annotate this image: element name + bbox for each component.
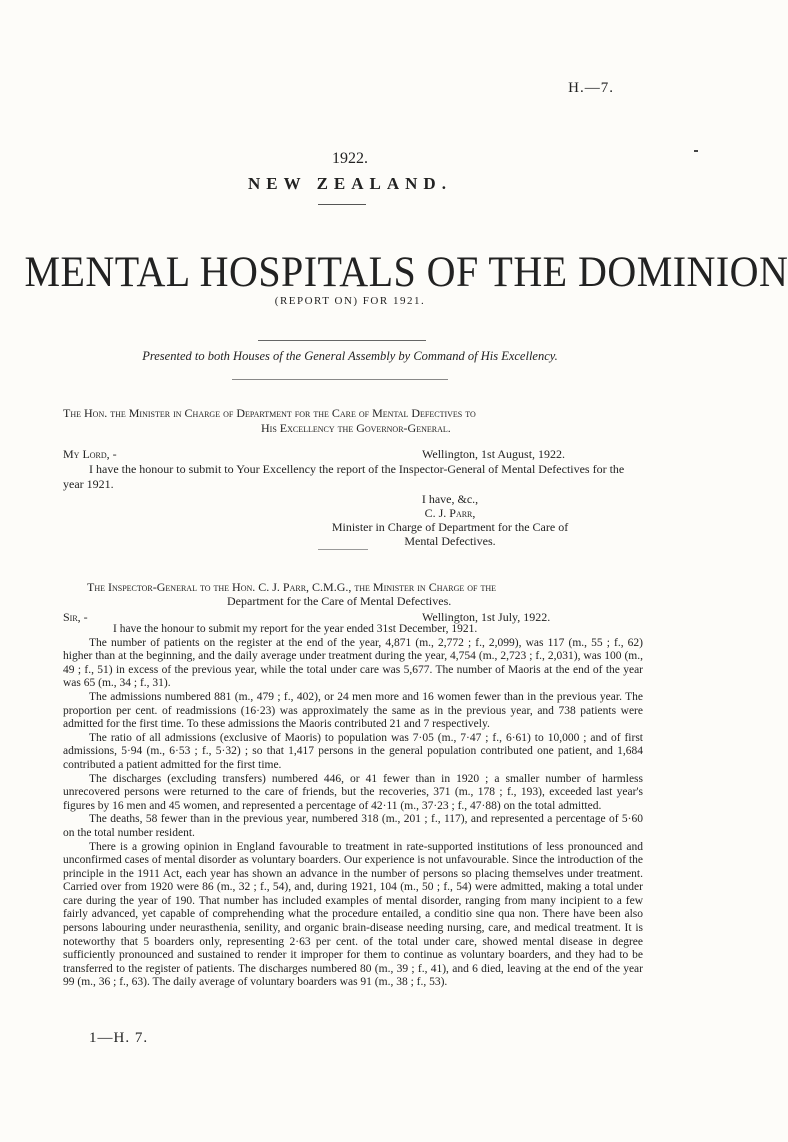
- letter2-paragraph: I have the honour to submit my report for the year ended 31st December, 1921.: [113, 623, 478, 635]
- letter2-paragraph: The admissions numbered 881 (m., 479 ; f., 402), or 24 men more and 16 women fewer than in the previous year. The proportion per cent. of readmissions (16·23) was approximately the same as in the previous year, and 738 patients were admitted for the first time. To these admissions the Maoris contributed 21 and 7 respectively.: [63, 690, 643, 731]
- letter2-paragraph: The ratio of all admissions (exclusive of Maoris) to population was 7·05 (m., 7·47 ; f., 6·61) to 10,000 ; and of first admissions, 5·94 (m., 6·53 ; f., 5·32) ; so that 1,417 persons in the general population contributed one patient, and 1,684 contributed a patient admitted for the first time.: [63, 731, 643, 771]
- presentation-note: Presented to both Houses of the General Assembly by Command of His Excellency.: [142, 349, 558, 363]
- letter1-date: Wellington, 1st August, 1922.: [422, 447, 566, 461]
- letter2-addressee: The Inspector-General to the Hon. C. J. Parr, C.M.G., the Minister in Charge of the: [87, 580, 497, 594]
- letter2-salutation: Sir, -: [63, 610, 88, 624]
- divider-rule: [318, 549, 368, 550]
- divider-rule: [318, 204, 366, 205]
- footer-signature: 1—H. 7.: [89, 1030, 149, 1046]
- letter2-paragraph: There is a growing opinion in England favourable to treatment in rate-supported institutions of less pronounced and unconfirmed cases of mental disorder as voluntary boarders. Our experience is not unfavourable. Since the introduction of the principle in the 1911 Act, each year has shown an advance in the number of persons so placing themselves under treatment. Carried over from 1920 were 86 (m., 32 ; f., 54), and, during 1921, 104 (m., 50 ; f., 54) were admitted, making a total under care during the year of 190. That number has included examples of mental disorder, ranging from many incipient to a few fairly advanced, yet capable of comprehending what the procedure entailed, a conditio sine qua non. There have been also persons labouring under neurasthenia, senility, and organic brain-disease needing nursing, care, and medical treatment. It is noteworthy that 5 boarders only, representing 2·63 per cent. of the total under care, showed mental disease in degree sufficiently pronounced and sustained to render it improper for them to continue as voluntary boarders, and they had to be transferred to the register of patients. The discharges numbered 80 (m., 39 ; f., 41), and 6 died, leaving at the end of the year 99 (m., 36 ; f., 63). The daily average of voluntary boarders was 91 (m., 38 ; f., 53).: [63, 840, 643, 989]
- divider-rule: [258, 340, 426, 341]
- letter1-closing: I have, &c.,: [421, 492, 479, 506]
- document-subtitle: (REPORT ON) FOR 1921.: [274, 295, 426, 307]
- letter2-addressee-line2: Department for the Care of Mental Defectives.: [227, 594, 452, 608]
- document-title: MENTAL HOSPITALS OF THE DOMINION: [24, 249, 788, 296]
- letter1-body: [63, 462, 643, 491]
- letter2-body: [63, 623, 643, 990]
- letter1-addressee-line2: His Excellency the Governor-General.: [261, 421, 451, 435]
- letter1-title-line2: Mental Defectives.: [404, 534, 496, 548]
- report-year: 1922.: [332, 150, 368, 167]
- letter1-signatory: C. J. Parr,: [424, 506, 476, 520]
- letter2-paragraph: The number of patients on the register at the end of the year, 4,871 (m., 2,772 ; f., 2,099), was 117 (m., 55 ; f., 62) higher than at the beginning, and the daily average under treatment during the year, 4,754 (m., 2,723 ; f., 2,031), was 100 (m., 49 ; f., 51) in excess of the previous year, while the total under care was 5,677. The number of Maoris at the end of the year was 65 (m., 34 ; f., 31).: [63, 636, 643, 690]
- page-reference: H.—7.: [568, 80, 614, 96]
- letter1-addressee: The Hon. the Minister in Charge of Department for the Care of Mental Defectives to: [63, 406, 476, 420]
- letter1-signature-block: [300, 492, 600, 548]
- letter2-date: Wellington, 1st July, 1922.: [422, 610, 551, 624]
- letter2-paragraph: The deaths, 58 fewer than in the previous year, numbered 318 (m., 201 ; f., 117), and represented a percentage of 5·60 on the total number resident.: [63, 813, 643, 839]
- letter1-paragraph: I have the honour to submit to Your Excellency the report of the Inspector-General of Mental Defectives for the year 1921.: [63, 462, 625, 491]
- divider-rule: [232, 379, 448, 380]
- letter2-paragraph: The discharges (excluding transfers) numbered 446, or 41 fewer than in 1920 ; a smaller number of harmless unrecovered persons were returned to the care of friends, but the recoveries, 371 (m., 178 ; f., 193), exceeded last year's figures by 16 men and 45 women, and represented a percentage of 42·11 (m., 37·23 ; f., 47·88) on the total admitted.: [63, 772, 643, 812]
- country-heading: NEW ZEALAND.: [248, 174, 452, 193]
- letter1-salutation: My Lord, -: [63, 447, 117, 461]
- letter1-title-line1: Minister in Charge of Department for the Care of: [331, 520, 569, 534]
